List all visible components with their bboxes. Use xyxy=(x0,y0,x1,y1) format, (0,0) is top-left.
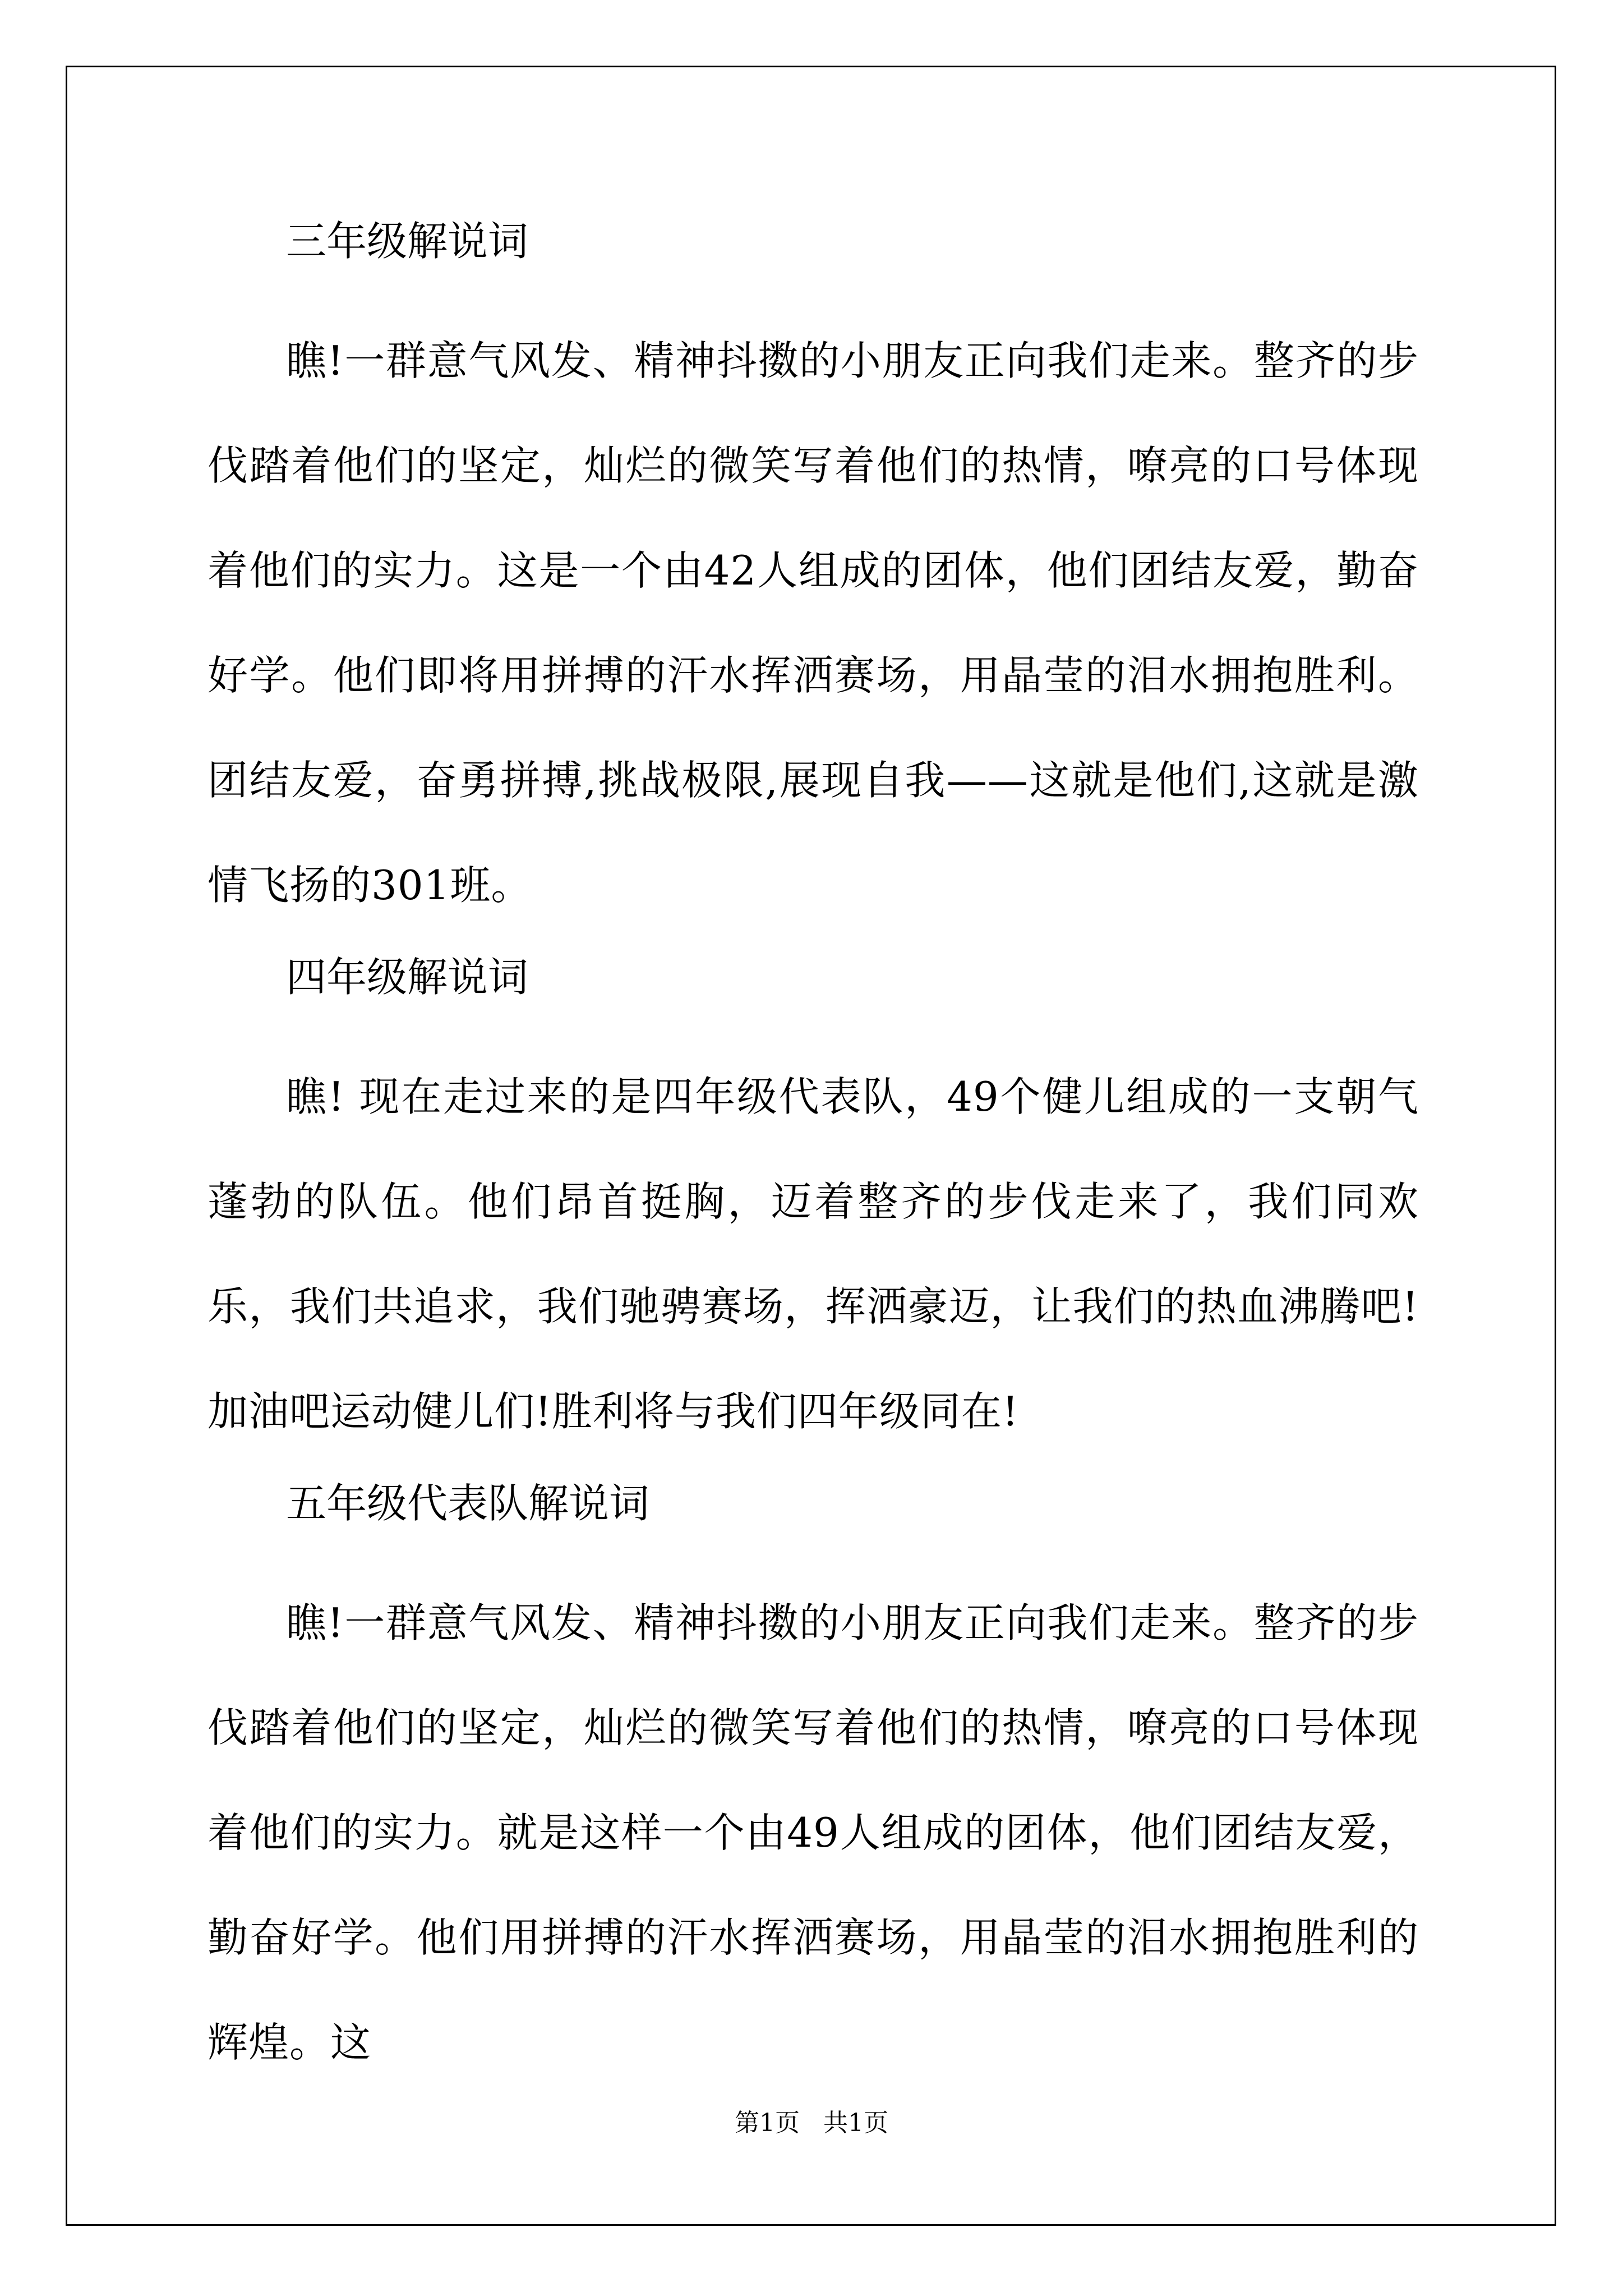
section-paragraph-grade-5: 瞧!一群意气风发、精神抖擞的小朋友正向我们走来。整齐的步伐踏着他们的坚定，灿烂的微笑写着他们的热情，嘹亮的口号体现着他们的实力。就是这样一个由49人组成的团体，他们团结友爱，勤奋好学。他们用拼搏的汗水挥洒赛场，用晶莹的泪水拥抱胜利的辉煌。这 xyxy=(208,1599,1419,2066)
spacer xyxy=(208,938,1419,949)
section-paragraph-grade-4: 瞧! 现在走过来的是四年级代表队，49个健儿组成的一支朝气蓬勃的队伍。他们昂首挺胸，迈着整齐的步伐走来了，我们同欢乐，我们共追求，我们驰骋赛场，挥洒豪迈，让我们的热血沸腾吧!加油吧运动健儿们!胜利将与我们四年级同在! xyxy=(208,1073,1419,1435)
section-heading-grade-5: 五年级代表队解说词 xyxy=(286,1480,650,1527)
section-paragraph-grade-3: 瞧!一群意气风发、精神抖擞的小朋友正向我们走来。整齐的步伐踏着他们的坚定，灿烂的微笑写着他们的热情，嘹亮的口号体现着他们的实力。这是一个由42人组成的团体，他们团结友爱，勤奋好学。他们即将用拼搏的汗水挥洒赛场，用晶莹的泪水拥抱胜利。团结友爱，奋勇拼搏,挑战极限,展现自我——这就是他们,这就是激情飞扬的301班。 xyxy=(208,337,1419,909)
page-number-footer: 第1页 共1页 xyxy=(735,2109,888,2137)
spacer xyxy=(208,1464,1419,1475)
section-heading-grade-4: 四年级解说词 xyxy=(286,954,529,1001)
document-body xyxy=(208,213,1419,2095)
section-heading-grade-3: 三年级解说词 xyxy=(286,218,529,265)
